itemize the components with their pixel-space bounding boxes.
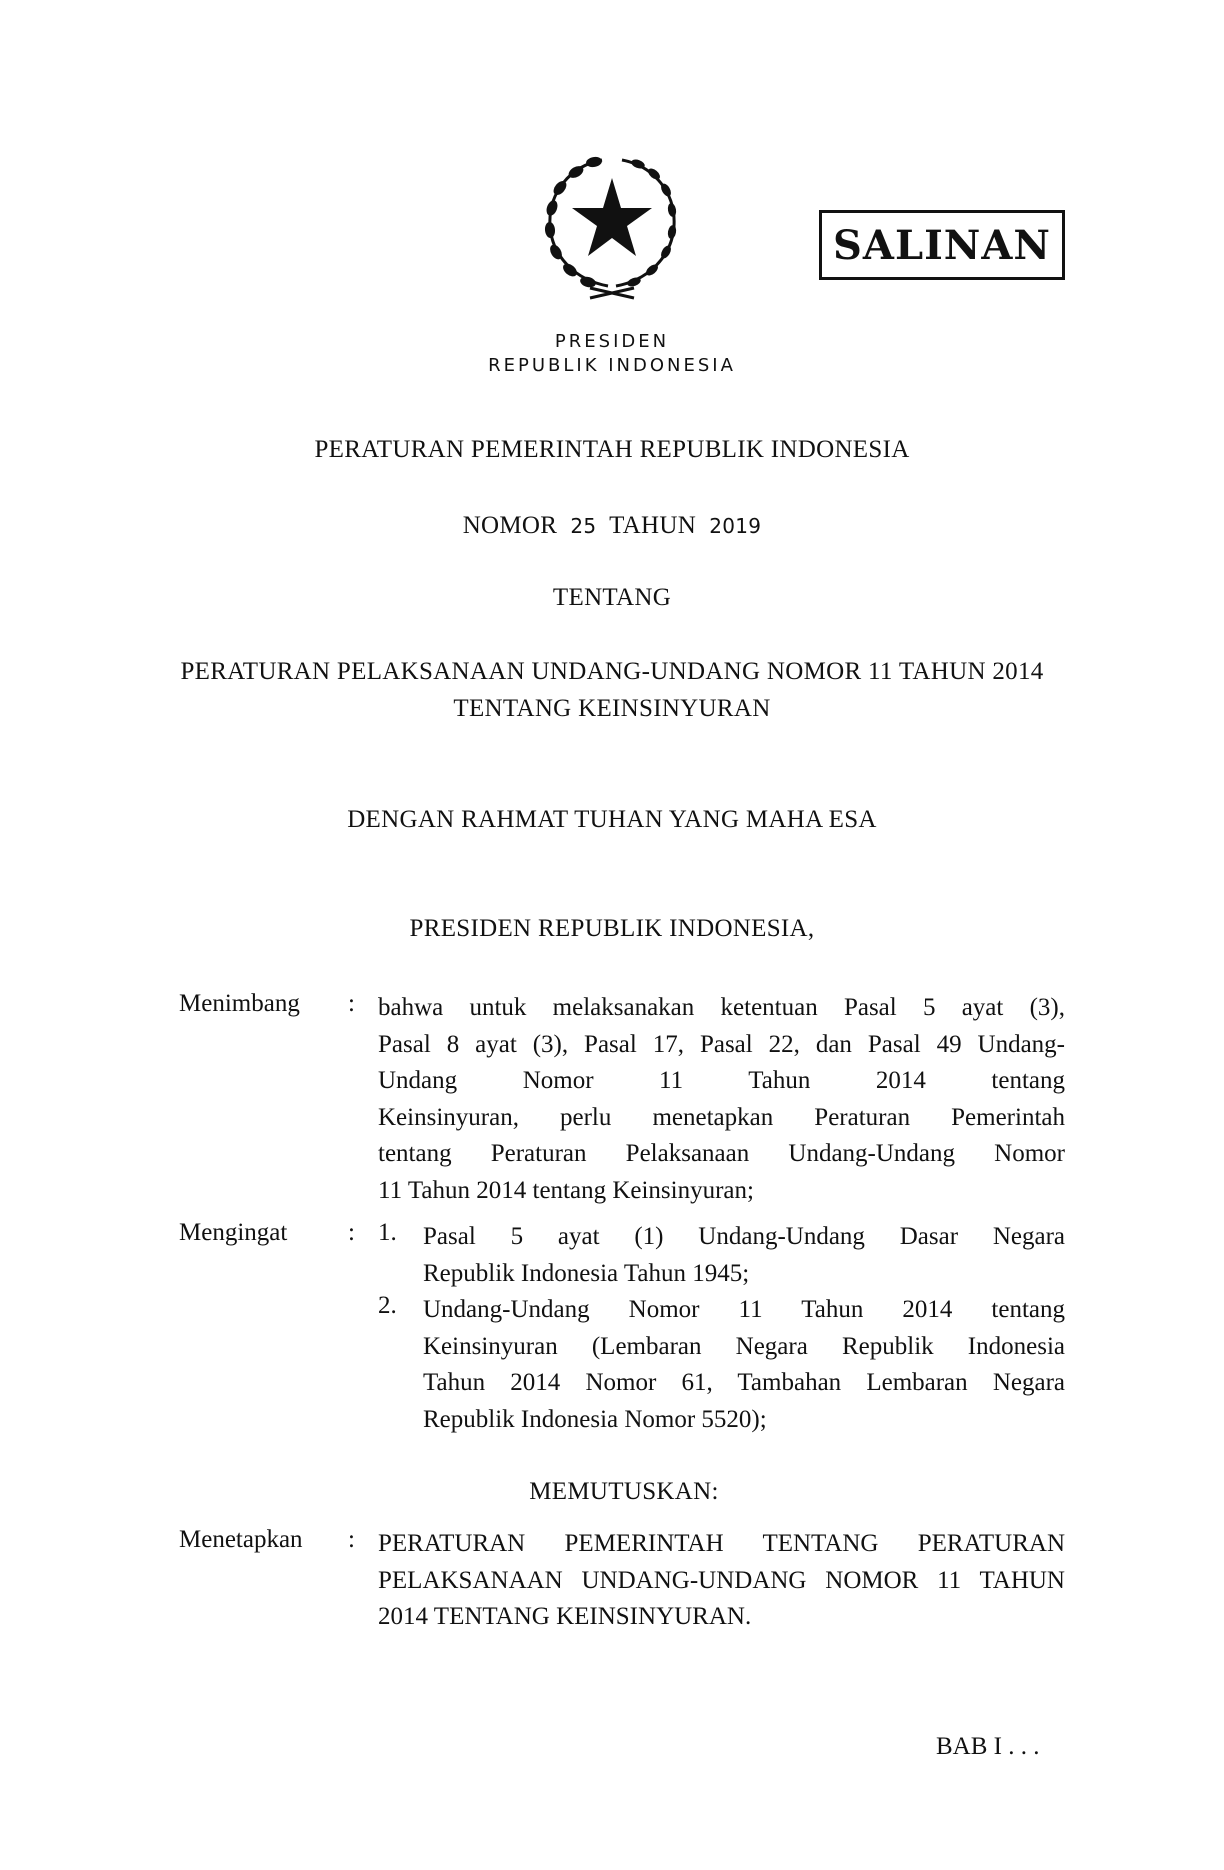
regulation-number — [0, 512, 1224, 540]
menetapkan-line: 2014 TENTANG KEINSINYURAN. — [378, 1603, 752, 1630]
regulation-title: PERATURAN PEMERINTAH REPUBLIK INDONESIA — [314, 436, 910, 463]
menetapkan-line: PERATURAN PEMERINTAH TENTANG PERATURAN — [378, 1530, 1065, 1557]
menimbang-line: tentang Peraturan Pelaksanaan Undang-Undang Nomor — [378, 1140, 1065, 1167]
mengingat-item-number: 2. — [378, 1292, 397, 1319]
presiden-line: PRESIDEN REPUBLIK INDONESIA, — [409, 915, 815, 942]
nomor-label: NOMOR — [462, 512, 558, 539]
menimbang-line: bahwa untuk melaksanakan ketentuan Pasal 5 ayat (3), — [378, 994, 1065, 1021]
menimbang-label: Menimbang — [179, 990, 300, 1017]
tahun-label: TAHUN — [609, 512, 697, 539]
garuda-star-emblem-icon — [530, 148, 694, 300]
memutuskan-heading — [0, 1478, 1224, 1506]
mengingat-colon: : — [348, 1219, 355, 1246]
subject-line-2: TENTANG KEINSINYURAN — [453, 695, 771, 722]
menimbang-colon: : — [348, 990, 355, 1017]
mengingat-item-2 — [423, 1292, 1065, 1438]
issuer-line2: REPUBLIK INDONESIA — [488, 355, 736, 376]
page-continuation: BAB I . . . — [936, 1733, 1040, 1760]
issuer-block — [0, 330, 1224, 378]
memutuskan-label: MEMUTUSKAN: — [529, 1478, 719, 1505]
salinan-label: SALINAN — [833, 221, 1051, 269]
mengingat-line: Republik Indonesia Nomor 5520); — [423, 1405, 767, 1433]
mengingat-line: Undang-Undang Nomor 11 Tahun 2014 tentang — [423, 1296, 1065, 1323]
salinan-stamp — [819, 210, 1065, 280]
tentang-heading: TENTANG — [552, 584, 672, 611]
menimbang-line: Undang Nomor 11 Tahun 2014 tentang — [378, 1067, 1065, 1094]
mengingat-line: Pasal 5 ayat (1) Undang-Undang Dasar Negara — [423, 1223, 1065, 1250]
menetapkan-colon: : — [348, 1526, 355, 1553]
subject-line-1: PERATURAN PELAKSANAAN UNDANG-UNDANG NOMOR 11 TAHUN 2014 — [180, 658, 1044, 685]
rahmat-line: DENGAN RAHMAT TUHAN YANG MAHA ESA — [347, 806, 877, 833]
menetapkan-line: PELAKSANAAN UNDANG-UNDANG NOMOR 11 TAHUN — [378, 1566, 1065, 1594]
menetapkan-text — [378, 1526, 1065, 1636]
issuer-line1: PRESIDEN — [554, 331, 670, 352]
mengingat-item-1 — [423, 1219, 1065, 1292]
mengingat-line: Tahun 2014 Nomor 61, Tambahan Lembaran Negara — [423, 1369, 1065, 1396]
mengingat-line: Keinsinyuran (Lembaran Negara Republik Indonesia — [423, 1332, 1065, 1360]
mengingat-line: Republik Indonesia Tahun 1945; — [423, 1259, 750, 1287]
menetapkan-label: Menetapkan — [179, 1526, 303, 1553]
mengingat-label: Mengingat — [179, 1219, 288, 1246]
menimbang-text — [378, 990, 1065, 1209]
menimbang-line: Keinsinyuran, perlu menetapkan Peraturan Pemerintah — [378, 1103, 1065, 1131]
tahun-value: 2019 — [709, 514, 762, 538]
nomor-value: 25 — [570, 514, 597, 538]
menimbang-line: 11 Tahun 2014 tentang Keinsinyuran; — [378, 1176, 754, 1204]
mengingat-item-number: 1. — [378, 1219, 397, 1246]
menimbang-line: Pasal 8 ayat (3), Pasal 17, Pasal 22, dan Pasal 49 Undang- — [378, 1030, 1065, 1058]
